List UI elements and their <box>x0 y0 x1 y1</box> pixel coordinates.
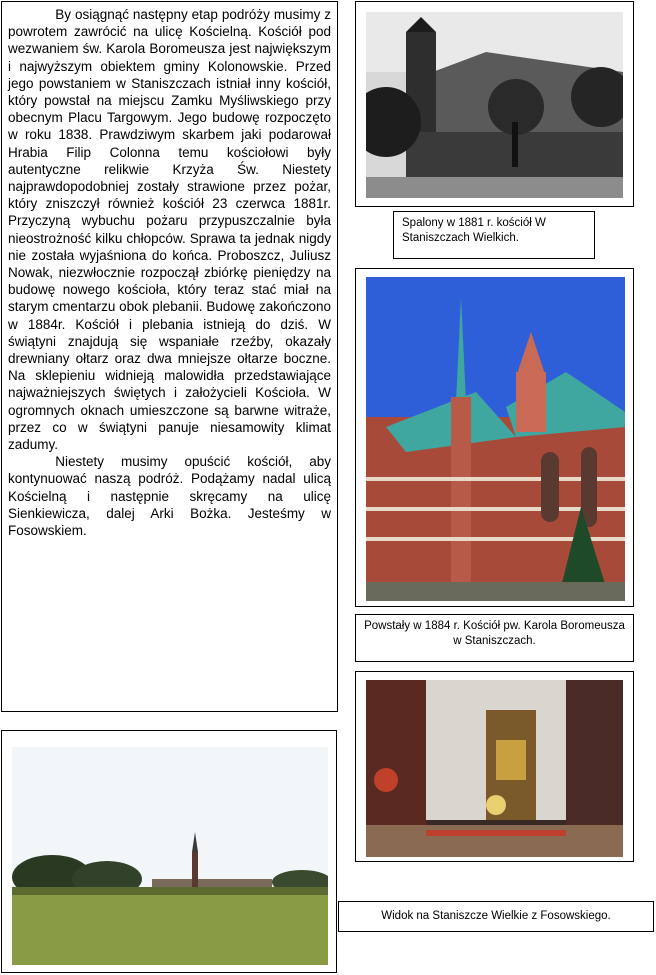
old-church-caption <box>393 211 595 259</box>
article-paragraph-2: Niestety musimy opuścić kościół, aby kontynuować naszą podróż. Podążamy nadal ulicą Kościelną i następnie skręcamy na ulicę Sienkiewicza, dalej Arki Bożka. Jesteśmy w Fosowskiem. <box>8 454 331 539</box>
interior-photo <box>366 680 623 857</box>
new-church-caption <box>355 614 634 662</box>
view-caption-text: Widok na Staniszcze Wielkie z Fosowskiego. <box>381 910 611 922</box>
old-church-photo-frame <box>355 1 634 207</box>
interior-photo-frame <box>355 671 634 862</box>
new-church-photo-frame <box>355 268 634 607</box>
old-church-photo <box>366 12 623 198</box>
view-caption <box>338 901 654 932</box>
view-photo <box>12 747 328 965</box>
article-paragraph-1: By osiągnąć następny etap podróży musimy z powrotem zawrócić na ulicę Kościelną. Kościół pod wezwaniem św. Karola Boromeusza jest największym i najwyższym obiektem gminy Kolonowskie. Przed jego powstaniem w Staniszczach istniał inny kościół, który powstał na miejscu Zamku Myśliwskiego przy obecnym Placu Targowym. Jego budowę rozpoczęto w roku 1838. Prawdziwym skarbem jaki podarował Hrabia Filip Colonna temu kościołowi były autentyczne relikwie Krzyża Św. Niestety najprawdopodobniej zostały strawione przez pożar, który zniszczył również kościół 23 czerwca 1881r. Przyczyną wybuchu pożaru przypuszczalnie była nieostrożność kilku chłopców. Sprawa ta jednak nigdy nie została wyjaśniona do końca. Proboszcz, Juliusz Nowak, niezwłocznie rozpoczął zbiórkę pieniędzy na budowę nowego kościoła, który teraz stać miał na starym cmentarzu obok plebanii. Budowę zakończono w 1884r. Kościół i plebania istnieją do dziś. W świątyni znajdują się wspaniałe rzeźby, okazały drewniany ołtarz oraz dwa mniejsze ołtarze boczne. Na sklepieniu widnieją malowidła przedstawiające najważniejszych świętych i założycieli Kościoła. W ogromnych oknach umieszczone są barwne witraże, przez co w świątyni panuje niesamowity klimat zadumy. <box>8 7 331 453</box>
view-photo-frame <box>1 730 337 973</box>
article-text-box <box>1 1 338 712</box>
new-church-caption-text: Powstały w 1884 r. Kościół pw. Karola Boromeusza w Staniszczach. <box>364 620 625 647</box>
old-church-caption-text: Spalony w 1881 r. kościół W Staniszczach Wielkich. <box>402 217 546 244</box>
new-church-photo <box>366 277 625 601</box>
